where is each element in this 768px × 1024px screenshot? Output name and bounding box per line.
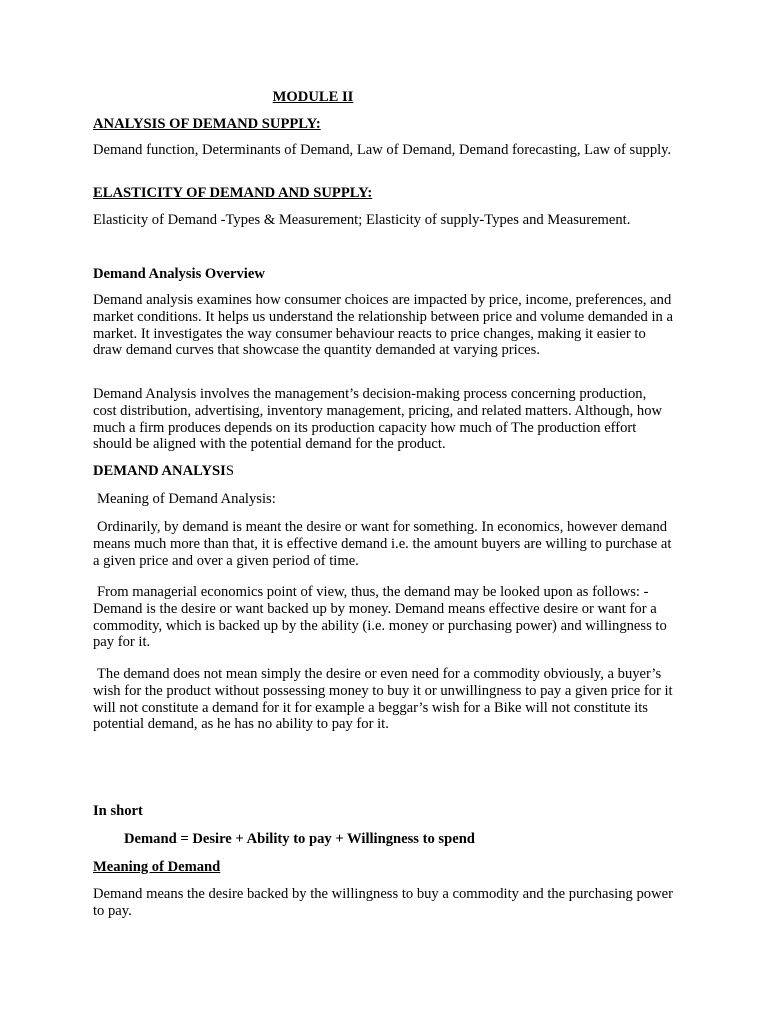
overview-heading: Demand Analysis Overview bbox=[93, 266, 265, 282]
syllabus-heading-analysis: ANALYSIS OF DEMAND SUPPLY: bbox=[93, 116, 321, 132]
demand-analysis-heading bbox=[93, 463, 673, 480]
syllabus-heading-elasticity: ELASTICITY OF DEMAND AND SUPPLY: bbox=[93, 185, 373, 201]
demand-formula: Demand = Desire + Ability to pay + Willingness to spend bbox=[124, 831, 475, 847]
syllabus-text-analysis: Demand function, Determinants of Demand, Law of Demand, Demand forecasting, Law of supply. bbox=[93, 142, 672, 158]
meaning-of-demand-heading: Meaning of Demand bbox=[93, 859, 221, 875]
overview-paragraph-1: Demand analysis examines how consumer choices are impacted by price, income, preferences, and market conditions. It helps us understand the relationship between price and volume demanded in a market. It investigates the way consumer behaviour reacts to price changes, making it easier to draw demand curves that showcase the quantity demanded at varying prices. bbox=[93, 292, 673, 359]
in-short-heading: In short bbox=[93, 803, 143, 819]
demand-analysis-heading-main: DEMAND ANALYSI bbox=[93, 463, 226, 479]
demand-analysis-heading-tail: S bbox=[225, 463, 234, 479]
meaning-of-demand-paragraph: Demand means the desire backed by the willingness to buy a commodity and the purchasing power to pay. bbox=[93, 886, 673, 919]
demand-analysis-paragraph-2: From managerial economics point of view, thus, the demand may be looked upon as follows: - Demand is the desire or want backed up by money. Demand means effective desire or want for a commodity, which is backed up by the ability (i.e. money or purchasing power) and willingness to pay for it. bbox=[93, 584, 667, 651]
syllabus-text-elasticity: Elasticity of Demand -Types & Measurement; Elasticity of supply-Types and Measurement. bbox=[93, 212, 631, 228]
meaning-of-demand-analysis-subheading: Meaning of Demand Analysis: bbox=[97, 491, 276, 507]
module-title: MODULE II bbox=[272, 89, 354, 105]
demand-analysis-paragraph-1: Ordinarily, by demand is meant the desire or want for something. In economics, however demand means much more than that, it is effective demand i.e. the amount buyers are willing to purchase at a given price and over a given period of time. bbox=[93, 519, 672, 569]
overview-paragraph-2: Demand Analysis involves the management’s decision-making process concerning production, cost distribution, advertising, inventory management, pricing, and related matters. Although, how much a firm produces depends on its production capacity how much of The production effort should be aligned with the potential demand for the product. bbox=[93, 386, 663, 453]
demand-analysis-paragraph-3: The demand does not mean simply the desire or even need for a commodity obviously, a buyer’s wish for the product without possessing money to buy it or unwillingness to pay a given price for it will not constitute a demand for it for example a beggar’s wish for a Bike will not constitute its potential demand, as he has no ability to pay for it. bbox=[93, 666, 673, 733]
